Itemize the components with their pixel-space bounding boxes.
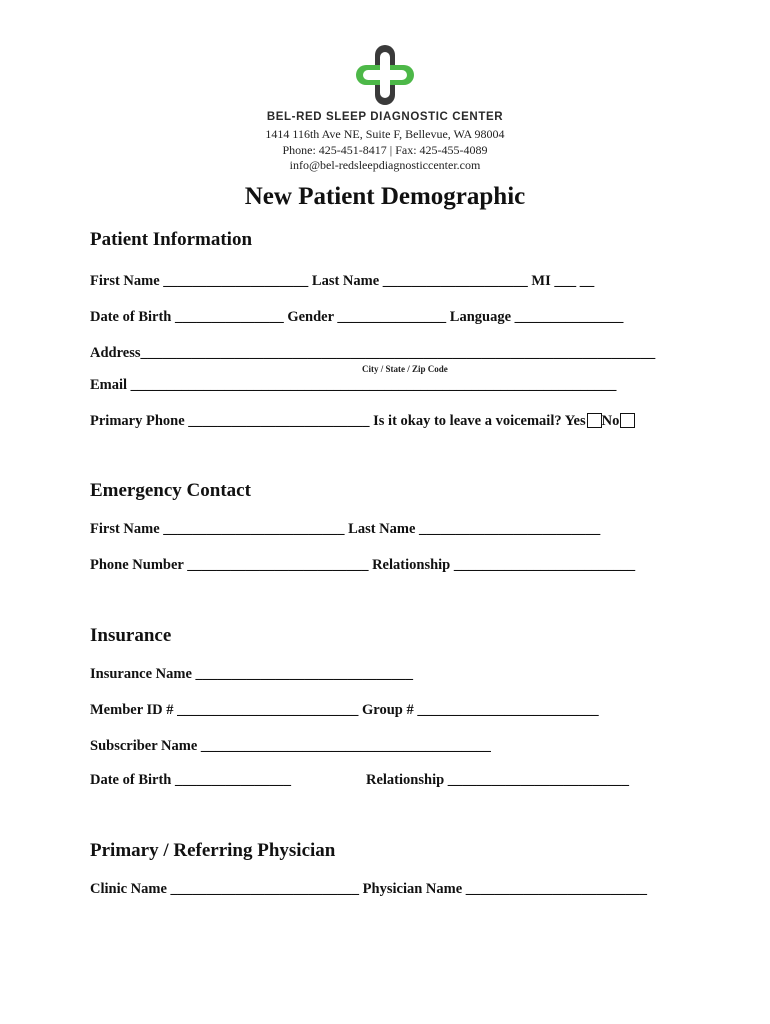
cross-logo-icon: [355, 44, 415, 106]
subscriber-name-row[interactable]: Subscriber Name ________________________________________: [90, 738, 491, 754]
subscriber-dob-row[interactable]: Date of Birth ________________: [90, 772, 291, 788]
insurance-name-row[interactable]: Insurance Name ______________________________: [90, 666, 414, 682]
patient-phone-row: [90, 413, 635, 430]
member-id-row[interactable]: Member ID # _________________________ Group # _________________________: [90, 702, 599, 718]
subscriber-relationship-row[interactable]: Relationship _________________________: [366, 772, 630, 788]
org-email: info@bel-redsleepdiagnosticcenter.com: [289, 158, 481, 172]
emergency-phone-row[interactable]: Phone Number _________________________ Relationship _________________________: [90, 557, 636, 573]
org-phone-fax: Phone: 425-451-8417 | Fax: 425-455-4089: [282, 143, 488, 157]
emergency-contact-heading: Emergency Contact: [90, 480, 251, 501]
patient-email-row[interactable]: Email ___________________________________________________________________: [90, 377, 617, 393]
address-hint: City / State / Zip Code: [362, 364, 448, 374]
voicemail-yes-checkbox[interactable]: [587, 413, 602, 428]
patient-dob-row[interactable]: Date of Birth _______________ Gender _______________ Language _______________: [90, 309, 624, 325]
org-address: 1414 116th Ave NE, Suite F, Bellevue, WA 98004: [265, 127, 505, 141]
patient-name-row[interactable]: First Name ____________________ Last Name ____________________ MI ___ __: [90, 273, 595, 289]
insurance-heading: Insurance: [90, 625, 172, 646]
physician-row[interactable]: Clinic Name __________________________ Physician Name _________________________: [90, 881, 648, 897]
page-title: New Patient Demographic: [244, 183, 526, 210]
voicemail-no-checkbox[interactable]: [620, 413, 635, 428]
emergency-name-row[interactable]: First Name _________________________ Last Name _________________________: [90, 521, 601, 537]
physician-heading: Primary / Referring Physician: [90, 840, 336, 861]
primary-phone-label[interactable]: Primary Phone _________________________ Is it okay to leave a voicemail? Yes: [90, 413, 586, 429]
voicemail-no-label: No: [601, 413, 620, 429]
patient-info-heading: Patient Information: [90, 229, 253, 250]
org-name: BEL-RED SLEEP DIAGNOSTIC CENTER: [266, 111, 504, 123]
patient-address-row[interactable]: Address_______________________________________________________________________: [90, 345, 656, 361]
